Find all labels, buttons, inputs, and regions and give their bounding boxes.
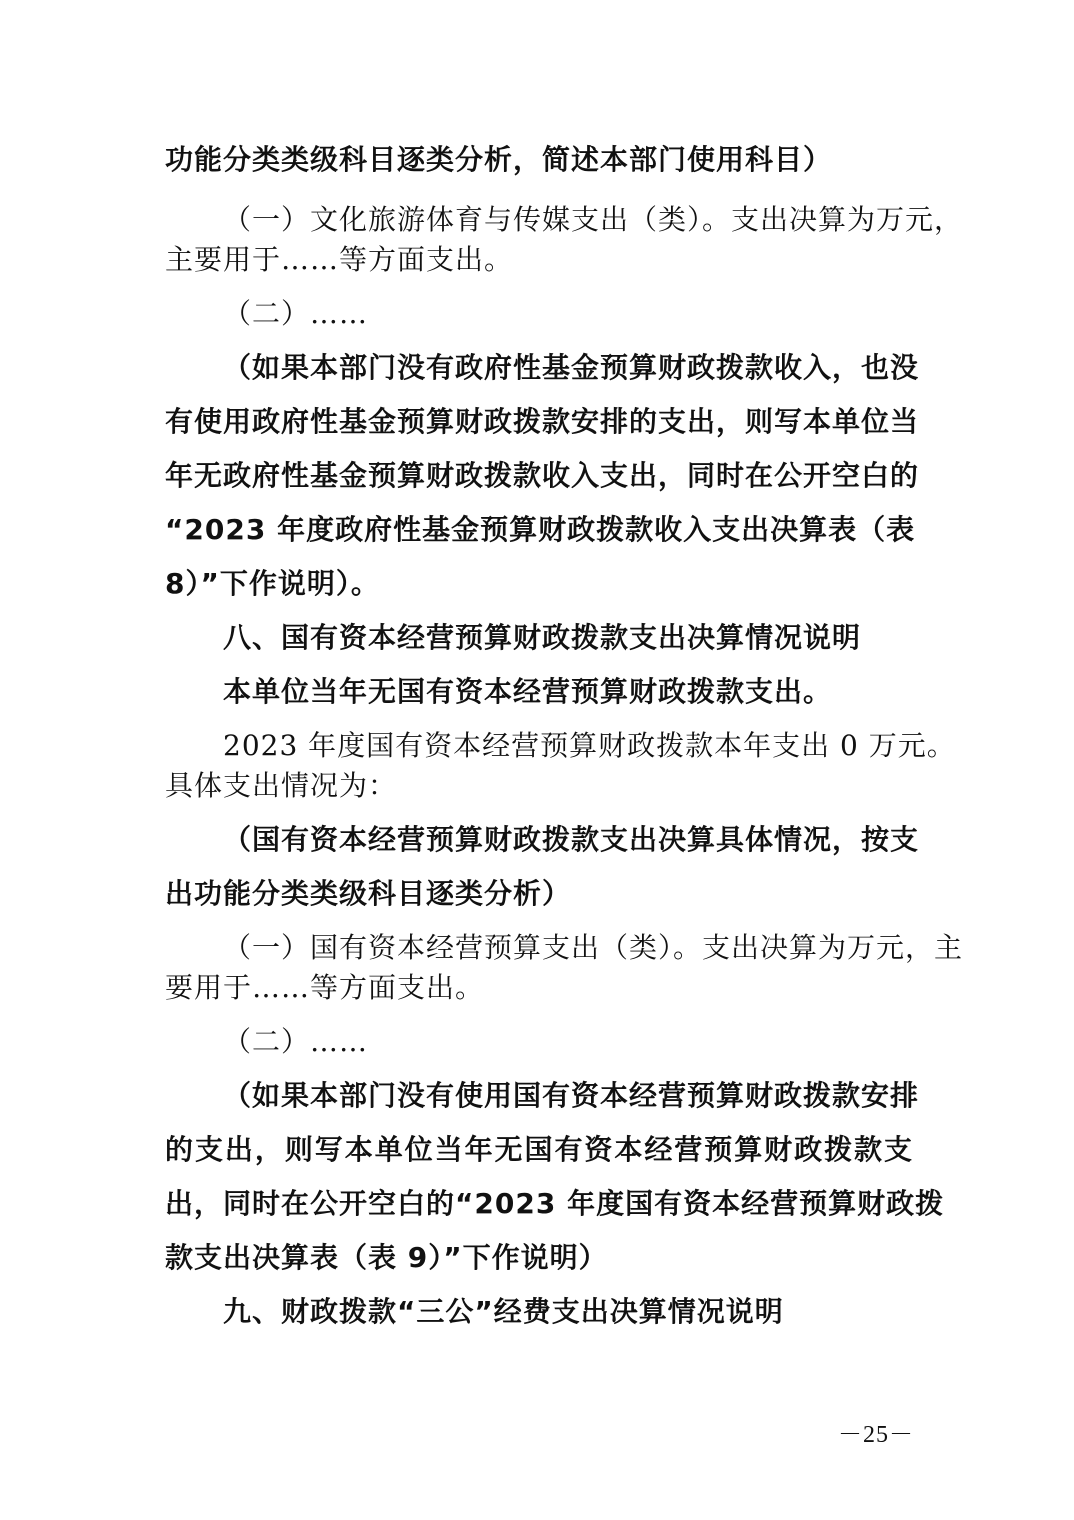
text-line-2: （一）文化旅游体育与传媒支出（类）。支出决算为万元， [223, 203, 964, 236]
section-heading-8: 八、国有资本经营预算财政拨款支出决算情况说明 [223, 621, 862, 654]
text-line-5: （如果本部门没有政府性基金预算财政拨款收入，也没 [223, 351, 920, 384]
text-line-8: “2023 年度政府性基金预算财政拨款收入支出决算表（表 [165, 513, 916, 546]
text-line-13: 具体支出情况为： [165, 769, 398, 802]
section-heading-9: 九、财政拨款“三公”经费支出决算情况说明 [223, 1295, 784, 1328]
text-line-18: （二）…… [223, 1025, 369, 1058]
text-line-22: 款支出决算表（表 9）”下作说明） [165, 1241, 608, 1274]
text-line-6: 有使用政府性基金预算财政拨款安排的支出，则写本单位当 [165, 405, 920, 438]
text-line-9: 8）”下作说明）。 [165, 567, 380, 600]
page-number: －25－ [838, 1422, 914, 1448]
text-line-7: 年无政府性基金预算财政拨款收入支出，同时在公开空白的 [165, 459, 920, 492]
text-line-12: 2023 年度国有资本经营预算财政拨款本年支出 0 万元。 [223, 729, 956, 762]
text-line-16: （一）国有资本经营预算支出（类）。支出决算为万元，主 [223, 931, 964, 964]
text-line-11: 本单位当年无国有资本经营预算财政拨款支出。 [223, 675, 833, 708]
text-line-3: 主要用于……等方面支出。 [165, 243, 514, 276]
text-line-20: 的支出，则写本单位当年无国有资本经营预算财政拨款支 [165, 1133, 913, 1166]
text-line-1: 功能分类类级科目逐类分析，简述本部门使用科目） [165, 143, 833, 176]
text-line-15: 出功能分类类级科目逐类分析） [165, 877, 572, 910]
text-line-14: （国有资本经营预算财政拨款支出决算具体情况，按支 [223, 823, 920, 856]
text-line-19: （如果本部门没有使用国有资本经营预算财政拨款安排 [223, 1079, 920, 1112]
text-line-21: 出，同时在公开空白的“2023 年度国有资本经营预算财政拨 [165, 1187, 945, 1220]
text-line-17: 要用于……等方面支出。 [165, 971, 485, 1004]
document-page [165, 140, 964, 1332]
text-line-4: （二）…… [223, 297, 369, 330]
